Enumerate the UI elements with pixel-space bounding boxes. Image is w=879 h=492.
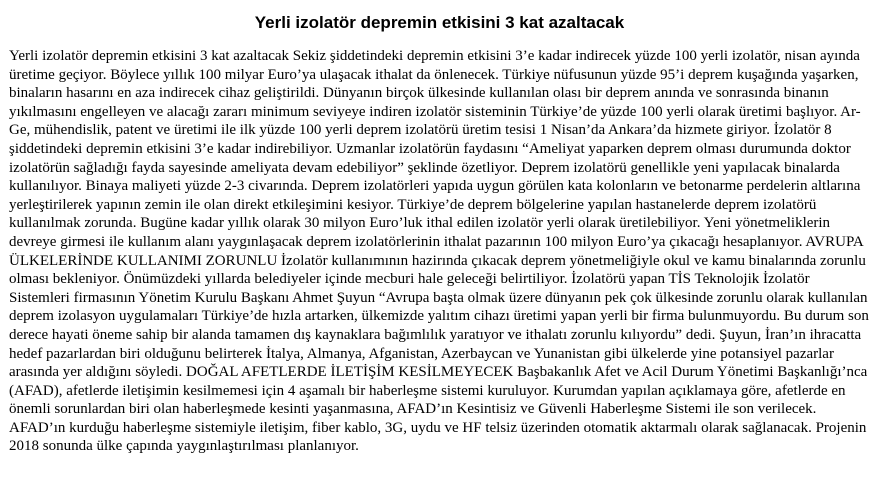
article-title: Yerli izolatör depremin etkisini 3 kat azaltacak <box>254 13 625 32</box>
article-body: Yerli izolatör depremin etkisini 3 kat azaltacak Sekiz şiddetindeki depremin etkisini 3’e kadar indirecek yüzde 100 yerli izolatör, nisan ayında üretime geçiyor. Böylece yıllık 100 milyar Euro’ya ulaşacak ithalat da önlenecek. Türkiye nüfusunun yüzde 95’i deprem kuşağında yaşarken, binaların hasarını en aza indirecek cihaz geliştirildi. Dünyanın birçok ülkesinde kullanılan olası bir deprem anında ve sonrasında binanın yıkılmasını engelleyen ve alacağı zararı minimum seviyeye indiren izolatör sisteminin Türkiye’de yüzde 100 yerli olarak üretimi başlıyor. Ar-Ge, mühendislik, patent ve üretimi ile ilk yüzde 100 yerli deprem izolatörü üretim tesisi 1 Nisan’da Ankara’da hizmete giriyor. İzolatör 8 şiddetindeki depremin etkisini 3’e kadar indirebiliyor. Uzmanlar izolatörün faydasını “Ameliyat yaparken deprem olması durumunda doktor izolatörün sağladığı fayda sayesinde ameliyata devam edebiliyor” şeklinde özetliyor. Deprem izolatörü genellikle yeni yapılacak binalarda kullanılıyor. Binaya maliyeti yüzde 2-3 civarında. Deprem izolatörleri yapıda uygun görülen kata kolonların ve betonarme perdelerin altlarına yerleştirilerek yapının zemin ile olan direkt etkileşimini kesiyor. Türkiye’de deprem bölgelerine yapılan hastanelerde deprem izolatörü kullanılmak zorunda. Bugüne kadar yıllık olarak 30 milyon Euro’luk ithal edilen izolatör yerli olarak üretilebiliyor. Yeni yönetmeliklerin devreye girmesi ile kullanım alanı yaygınlaşacak deprem izolatörlerinin ithalat pazarının 100 milyon Euro’ya çıkacağı hesaplanıyor. AVRUPA ÜLKELERİNDE KULLANIMI ZORUNLU İzolatör kullanımının hazirında çıkacak deprem yönetmeliğiyle okul ve kamu binalarında zorunlu olması bekleniyor. Önümüzdeki yıllarda belediyeler içinde mecburi hale geleceği belirtiliyor. İzolatörü yapan TİS Teknolojik İzolatör Sistemleri firmasının Yönetim Kurulu Başkanı Ahmet Şuyun “Avrupa başta olmak üzere dünyanın pek çok ülkesinde zorunlu olarak kullanılan deprem izolasyon uygulamaları Türkiye’de hızla artarken, ülkemizde yalıtım cihazı üretimi yapan yerli bir firma bulunmuyordu. Bu durum son derece hayati öneme sahip bir alanda tamamen dış kaynaklara bağımlılık yaratıyor ve ithalatı zorunlu kılıyordu” dedi. Şuyun, İran’ın ihracatta hedef pazarlardan biri olduğunu belirterek İtalya, Almanya, Afganistan, Azerbaycan ve Yunanistan gibi ülkelerde yine potansiyel pazarlar arasında yer aldığını söyledi. DOĞAL AFETLERDE İLETİŞİM KESİLMEYECEK Başbakanlık Afet ve Acil Durum Yönetimi Başkanlığı’nca (AFAD), afetlerde iletişimin kesilmemesi için 4 aşamalı bir haberleşme sistemi kuruluyor. Kurumdan yapılan açıklamaya göre, afetlerde en önemli sorunlardan biri olan haberleşmede kesinti yaşanmasına, AFAD’ın Kesintisiz ve Güvenli Haberleşme Sistemi ile son verilecek. AFAD’ın kurduğu haberleşme sistemiyle iletişim, fiber kablo, 3G, uydu ve HF telsiz üzerinden otomatik aktarmalı olarak sağlanacak. Projenin 2018 sonunda ülke çapında yaygınlaştırılması planlanıyor. <box>9 48 869 455</box>
